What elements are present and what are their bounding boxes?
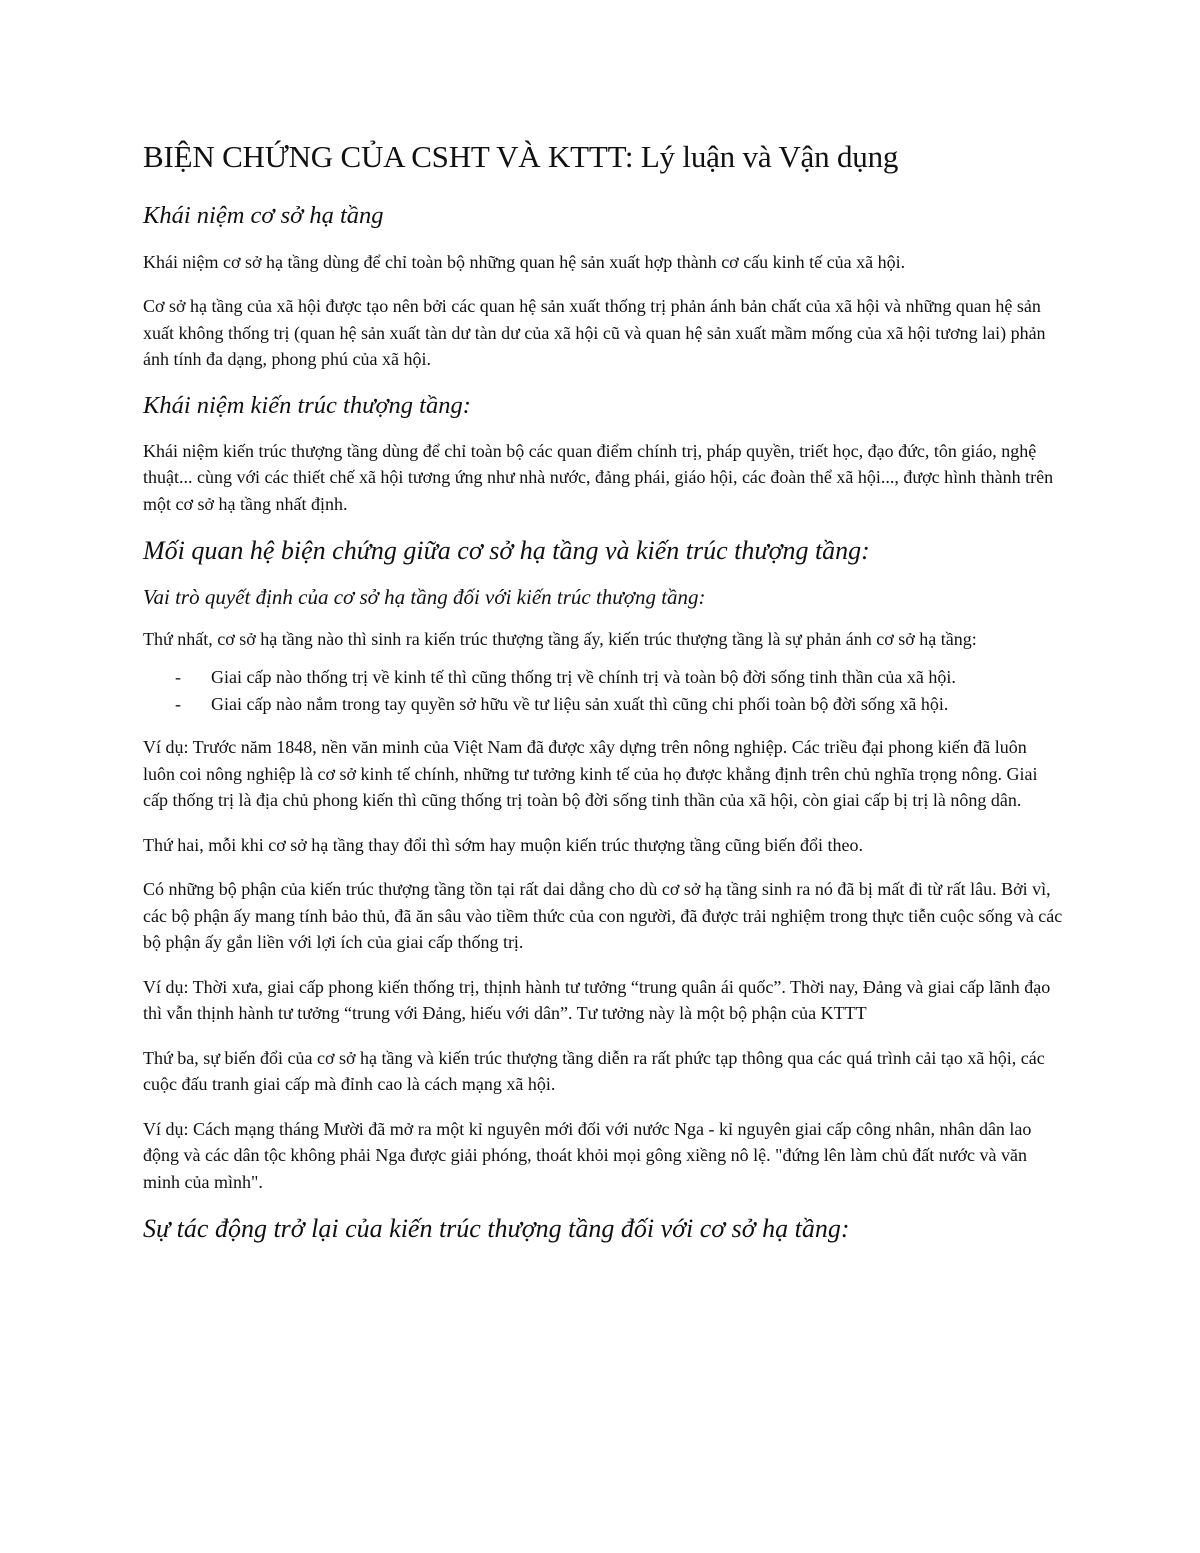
list-item: - Giai cấp nào thống trị về kinh tế thì cũng thống trị về chính trị và toàn bộ đời sống tinh thần của xã hội. [211, 664, 1063, 691]
paragraph: Thứ nhất, cơ sở hạ tầng nào thì sinh ra kiến trúc thượng tầng ấy, kiến trúc thượng tầng là sự phản ánh cơ sở hạ tầng: [143, 628, 977, 649]
document-title: BIỆN CHỨNG CỦA CSHT VÀ KTTT: Lý luận và Vận dụng [143, 139, 899, 174]
document-page [143, 138, 1063, 1263]
paragraph: Thứ ba, sự biến đổi của cơ sở hạ tầng và kiến trúc thượng tầng diễn ra rất phức tạp thông qua các quá trình cải tạo xã hội, các cuộc đấu tranh giai cấp mà đỉnh cao là cách mạng xã hội. [143, 1047, 1045, 1095]
list-item: - Giai cấp nào nắm trong tay quyền sở hữu về tư liệu sản xuất thì cũng chi phối toàn bộ đời sống xã hội. [211, 691, 1063, 718]
heading-co-so-ha-tang: Khái niệm cơ sở hạ tầng [143, 202, 384, 230]
paragraph: Cơ sở hạ tầng của xã hội được tạo nên bởi các quan hệ sản xuất thống trị phản ánh bản chất của xã hội và những quan hệ sản xuất không thống trị (quan hệ sản xuất tàn dư tàn dư của xã hội cũ và quan hệ sản xuất mầm mống của xã hội tương lai) phản ánh tính đa dạng, phong phú của xã hội. [143, 296, 1046, 370]
paragraph: Ví dụ: Thời xưa, giai cấp phong kiến thống trị, thịnh hành tư tưởng “trung quân ái quốc”. Thời nay, Đảng và giai cấp lãnh đạo thì vẫn thịnh hành tư tưởng “trung với Đảng, hiếu với dân”. Tư tưởng này là một bộ phận của KTTT [143, 976, 1051, 1024]
heading-kien-truc-thuong-tang: Khái niệm kiến trúc thượng tầng: [143, 391, 471, 419]
paragraph: Khái niệm kiến trúc thượng tầng dùng để chỉ toàn bộ các quan điểm chính trị, pháp quyền, triết học, đạo đức, tôn giáo, nghệ thuật... cùng với các thiết chế xã hội tương ứng như nhà nước, đảng phái, giáo hội, các đoàn thể xã hội..., được hình thành trên một cơ sở hạ tầng nhất định. [143, 440, 1054, 514]
subheading-vai-tro-quyet-dinh: Vai trò quyết định của cơ sở hạ tầng đối với kiến trúc thượng tầng: [143, 584, 706, 609]
paragraph: Khái niệm cơ sở hạ tầng dùng để chỉ toàn bộ những quan hệ sản xuất hợp thành cơ cấu kinh tế của xã hội. [143, 251, 906, 272]
bullet-list [143, 664, 1063, 718]
paragraph: Thứ hai, mỗi khi cơ sở hạ tầng thay đổi thì sớm hay muộn kiến trúc thượng tầng cũng biến đổi theo. [143, 834, 863, 855]
paragraph: Ví dụ: Trước năm 1848, nền văn minh của Việt Nam đã được xây dựng trên nông nghiệp. Các triều đại phong kiến đã luôn luôn coi nông nghiệp là cơ sở kinh tế chính, những tư tưởng kinh tế của họ được khẳng định trên chủ nghĩa trọng nông. Giai cấp thống trị là địa chủ phong kiến thì cũng thống trị toàn bộ đời sống tinh thần của xã hội, còn giai cấp bị trị là nông dân. [143, 737, 1038, 811]
paragraph: Ví dụ: Cách mạng tháng Mười đã mở ra một kỉ nguyên mới đối với nước Nga - kỉ nguyên giai cấp công nhân, nhân dân lao động và các dân tộc không phải Nga được giải phóng, thoát khỏi mọi gông xiềng nô lệ. "đứng lên làm chủ đất nước và văn minh của mình". [143, 1118, 1032, 1192]
heading-su-tac-dong-tro-lai: Sự tác động trở lại của kiến trúc thượng tầng đối với cơ sở hạ tầng: [143, 1214, 850, 1244]
paragraph: Có những bộ phận của kiến trúc thượng tầng tồn tại rất dai dẳng cho dù cơ sở hạ tầng sinh ra nó đã bị mất đi từ rất lâu. Bởi vì, các bộ phận ấy mang tính bảo thủ, đã ăn sâu vào tiềm thức của con người, đã được trải nghiệm trong thực tiễn cuộc sống và các bộ phận ấy gắn liền với lợi ích của giai cấp thống trị. [143, 879, 1063, 953]
heading-moi-quan-he: Mối quan hệ biện chứng giữa cơ sở hạ tầng và kiến trúc thượng tầng: [143, 536, 870, 566]
